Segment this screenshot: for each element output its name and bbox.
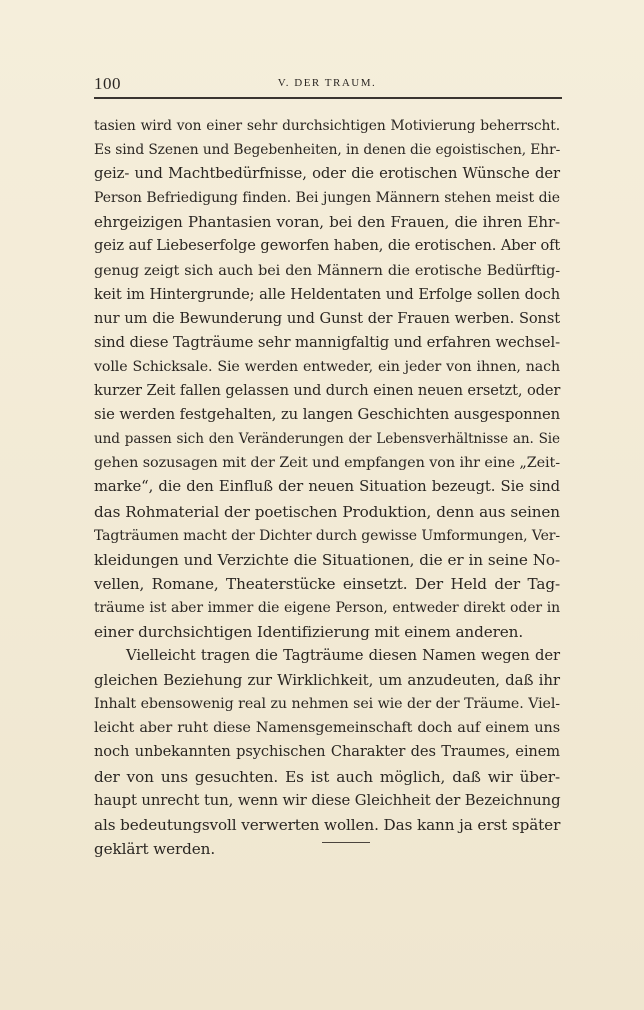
section-end-rule <box>322 842 370 843</box>
text-line: der von uns gesuchten. Es ist auch möglich, daß wir über- <box>94 767 560 786</box>
text-line: kleidungen und Verzichte die Situationen, die er in seine No- <box>94 550 560 569</box>
text-line: volle Schicksale. Sie werden entweder, ein jeder von ihnen, nach <box>94 358 560 375</box>
text-line: marke“, die den Einfluß der neuen Situation bezeugt. Sie sind <box>94 478 560 496</box>
text-line: genug zeigt sich auch bei den Männern die erotische Bedürftig- <box>94 262 560 279</box>
running-title: V. DER TRAUM. <box>277 77 377 89</box>
text-line: Inhalt ebensowenig real zu nehmen sei wie der der Träume. Viel- <box>94 696 560 713</box>
text-line: Vielleicht tragen die Tagträume diesen Namen wegen der <box>126 647 560 665</box>
header-rule <box>94 97 562 99</box>
text-line: gehen sozusagen mit der Zeit und empfangen von ihr eine „Zeit- <box>94 455 560 472</box>
text-line: das Rohmaterial der poetischen Produktion, denn aus seinen <box>94 502 560 521</box>
text-line: gleichen Beziehung zur Wirklichkeit, um anzudeuten, daß ihr <box>94 671 560 690</box>
text-line: ehrgeizigen Phantasien voran, bei den Frauen, die ihren Ehr- <box>94 213 560 232</box>
text-line: kurzer Zeit fallen gelassen und durch einen neuen ersetzt, oder <box>94 382 561 400</box>
page-number: 100 <box>94 74 121 93</box>
text-line: sie werden festgehalten, zu langen Geschichten ausgesponnen <box>94 406 561 424</box>
text-line: geiz auf Liebeserfolge geworfen haben, die erotischen. Aber oft <box>94 237 561 255</box>
text-line: einer durchsichtigen Identifizierung mit einem anderen. <box>94 622 524 641</box>
text-line: geiz- und Machtbedürfnisse, oder die erotischen Wünsche der <box>94 165 560 183</box>
text-line: als bedeutungsvoll verwerten wollen. Das kann ja erst später <box>94 815 561 834</box>
text-line: träume ist aber immer die eigene Person, entweder direkt oder in <box>94 599 560 616</box>
text-line: keit im Hintergrunde; alle Heldentaten und Erfolge sollen doch <box>94 285 560 303</box>
text-line: und passen sich den Veränderungen der Lebensverhältnisse an. Sie <box>94 431 560 448</box>
text-line: Tagträumen macht der Dichter durch gewisse Umformungen, Ver- <box>94 527 561 544</box>
text-line: leicht aber ruht diese Namensgemeinschaft doch auf einem uns <box>94 720 560 737</box>
paragraph-1 <box>94 114 560 644</box>
text-line: tasien wird von einer sehr durchsichtigen Motivierung beherrscht. <box>94 118 560 134</box>
text-line: Es sind Szenen und Begebenheiten, in denen die egoistischen, Ehr- <box>94 142 561 159</box>
text-line: sind diese Tagträume sehr mannigfaltig und erfahren wechsel- <box>94 333 560 351</box>
text-line: haupt unrecht tun, wenn wir diese Gleichheit der Bezeichnung <box>94 791 561 809</box>
text-line: vellen, Romane, Theaterstücke einsetzt. Der Held der Tag- <box>94 574 560 593</box>
text-line: nur um die Bewunderung und Gunst der Frauen werben. Sonst <box>94 309 560 327</box>
text-line: noch unbekannten psychischen Charakter des Traumes, einem <box>94 743 560 761</box>
paragraph-2 <box>94 644 560 861</box>
text-line: geklärt werden. <box>94 839 216 858</box>
running-head <box>94 74 560 96</box>
body-text <box>94 114 560 861</box>
text-line: Person Befriedigung finden. Bei jungen Männern stehen meist die <box>94 190 560 207</box>
